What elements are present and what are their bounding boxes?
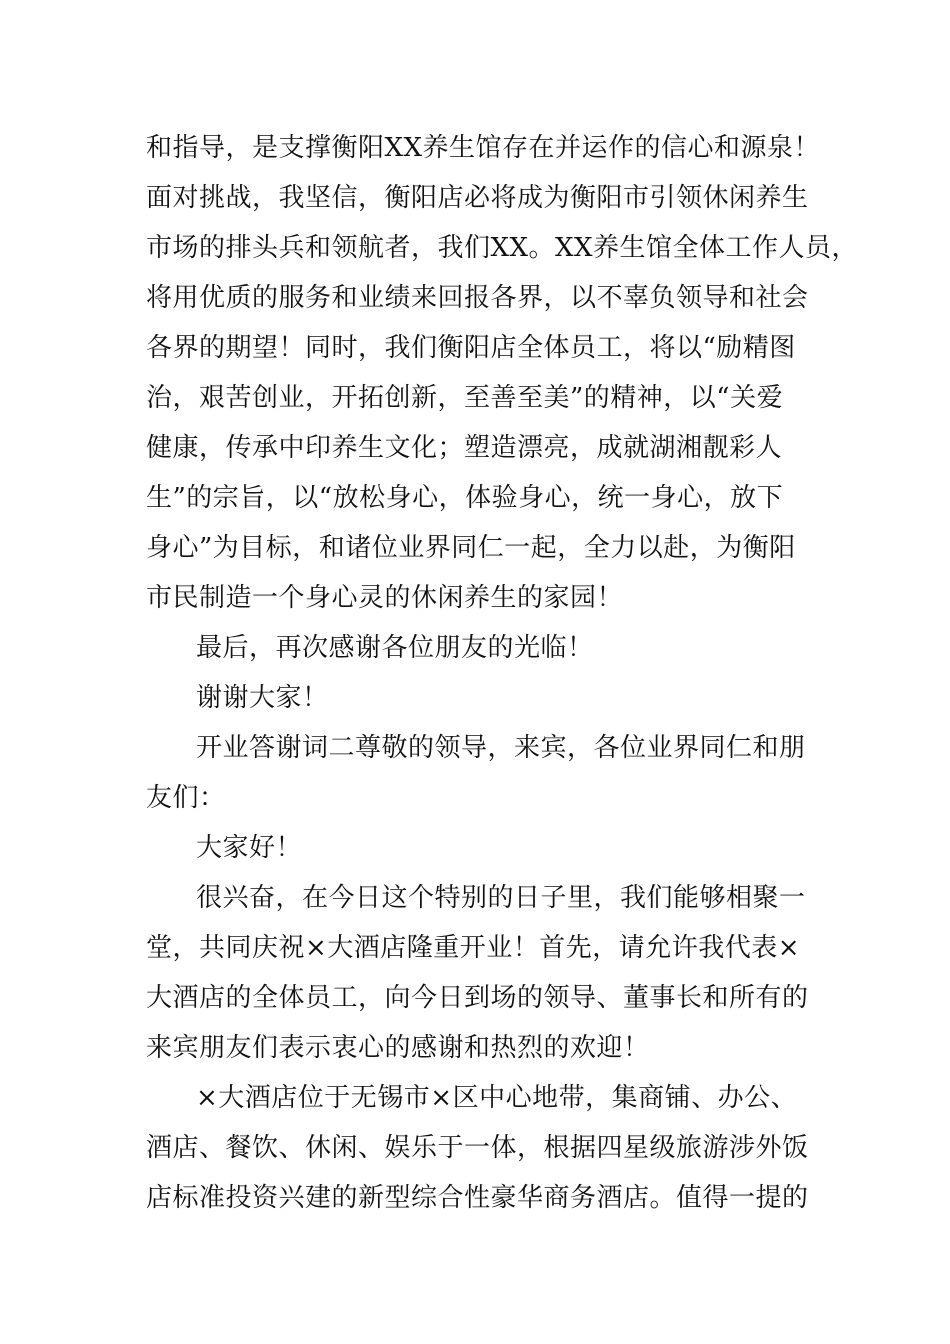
text-line: 生”的宗旨，以“放松身心，体验身心，统一身心，放下 — [146, 483, 784, 513]
text-line: 友们： — [146, 783, 226, 813]
text-line: 治，艰苦创业，开拓创新，至善至美”的精神，以“关爱 — [146, 383, 784, 413]
text-line: 身心”为目标，和诸位业界同仁一起，全力以赴，为衡阳 — [146, 533, 796, 563]
text-line: 将用优质的服务和业绩来回报各界，以不辜负领导和社会 — [146, 283, 809, 313]
text-line: 市民制造一个身心灵的休闲养生的家园！ — [146, 583, 624, 613]
text-line: 很兴奋，在今日这个特别的日子里，我们能够相聚一 — [196, 883, 806, 913]
text-line: 大家好！ — [196, 833, 303, 863]
text-line: 面对挑战，我坚信，衡阳店必将成为衡阳市引领休闲养生 — [146, 183, 809, 213]
text-line: 来宾朋友们表示衷心的感谢和热烈的欢迎！ — [146, 1033, 650, 1063]
text-line: 大酒店的全体员工，向今日到场的领导、董事长和所有的 — [146, 983, 809, 1013]
text-line: 市场的排头兵和领航者，我们XX。XX养生馆全体工作人员， — [146, 233, 859, 263]
text-line: 谢谢大家！ — [196, 683, 329, 713]
text-line: 开业答谢词二尊敬的领导，来宾，各位业界同仁和朋 — [196, 733, 806, 763]
text-line: 店标准投资兴建的新型综合性豪华商务酒店。值得一提的 — [146, 1183, 809, 1213]
text-line: 各界的期望！同时，我们衡阳店全体员工，将以“励精图 — [146, 333, 796, 363]
text-line: 最后，再次感谢各位朋友的光临！ — [196, 633, 594, 663]
text-line: 健康，传承中印养生文化；塑造漂亮，成就湖湘靓彩人 — [146, 433, 783, 463]
text-line: 和指导，是支撑衡阳XX养生馆存在并运作的信心和源泉！ — [146, 133, 821, 163]
text-line: ×大酒店位于无锡市×区中心地带，集商铺、办公、 — [196, 1083, 798, 1113]
text-line: 酒店、餐饮、休闲、娱乐于一体，根据四星级旅游涉外饭 — [146, 1133, 809, 1163]
text-line: 堂，共同庆祝×大酒店隆重开业！首先，请允许我代表× — [146, 933, 801, 963]
